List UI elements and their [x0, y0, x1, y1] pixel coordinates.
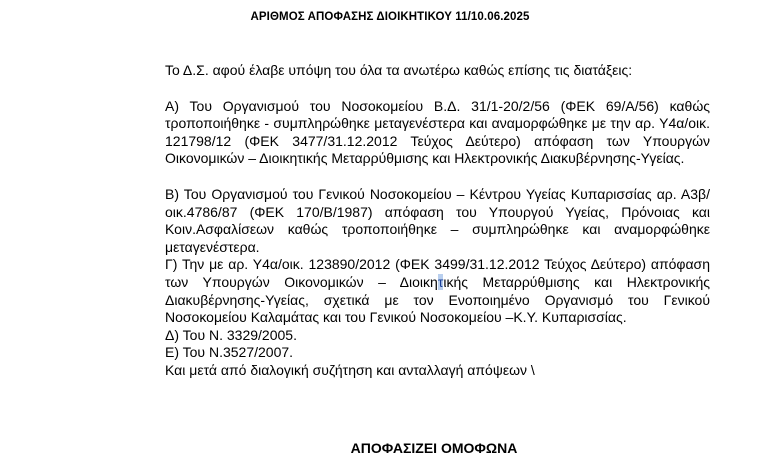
paragraph-c-text-start: Γ) Την με αρ. Υ4α/οικ. 123890/2012 (ΦΕΚ 3499/31.12.2012 Τεύχος Δεύτερο) απόφαση των Υπουργών Οικονομικών – Διοικη — [165, 256, 710, 290]
closing-line: Και μετά από διαλογική συζήτηση και ανταλλαγή απόψεων \ — [165, 361, 535, 378]
paragraph-a: Α) Του Οργανισμού του Νοσοκομείου Β.Δ. 31/1-20/2/56 (ΦΕΚ 69/Α/56) καθώς τροποποιήθηκε - συμπληρώθηκε μεταγενέστερα και αναμορφώθηκε με την αρ. Υ4α/οικ. 121798/12 (ΦΕΚ 3477/31.12.2012 Τεύχος Δεύτερο) απόφαση των Υπουργών Οικονομικών – Διοικητικής Μεταρρύθμισης και Ηλεκτρονικής Διακυβέρνησης-Υγείας. — [165, 97, 710, 167]
paragraph-c-text-end: ικής Μεταρρύθμισης και Ηλεκτρονικής Διακυβέρνησης-Υγείας, σχετικά με τον Ενοποιημένο Οργανισμό του Γενικού Νοσοκομείου Καλαμάτας και του Γενικού Νοσοκομείου –Κ.Υ. Κυπαρισσίας. — [165, 273, 710, 326]
decision-heading: ΑΠΟΦΑΣΙΖΕΙ ΟΜΟΦΩΝΑ — [350, 440, 518, 456]
document-body — [165, 62, 710, 380]
paragraph-d: Δ) Του Ν. 3329/2005. — [165, 326, 297, 343]
paragraph-b: Β) Του Οργανισμού του Γενικού Νοσοκομείου – Κέντρου Υγείας Κυπαρισσίας αρ. Α3β/οικ.4786/87 (ΦΕΚ 170/Β/1987) απόφαση του Υπουργού Υγείας, Πρόνοιας και Κοιν.Ασφαλίσεων καθώς τροποποιήθηκε – συμπληρώθηκε και αναμορφώθηκε μεταγενέστερα. — [165, 185, 710, 255]
text-cursor[interactable]: τ — [437, 273, 444, 290]
intro-paragraph: Το Δ.Σ. αφού έλαβε υπόψη του όλα τα ανωτέρω καθώς επίσης τις διατάξεις: — [165, 62, 633, 78]
paragraph-e: Ε) Του Ν.3527/2007. — [165, 344, 294, 361]
paragraph-c[interactable] — [165, 256, 710, 326]
document-header: ΑΡΙΘΜΟΣ ΑΠΟΦΑΣΗΣ ΔΙΟΙΚΗΤΙΚΟΥ 11/10.06.2025 — [250, 11, 530, 23]
